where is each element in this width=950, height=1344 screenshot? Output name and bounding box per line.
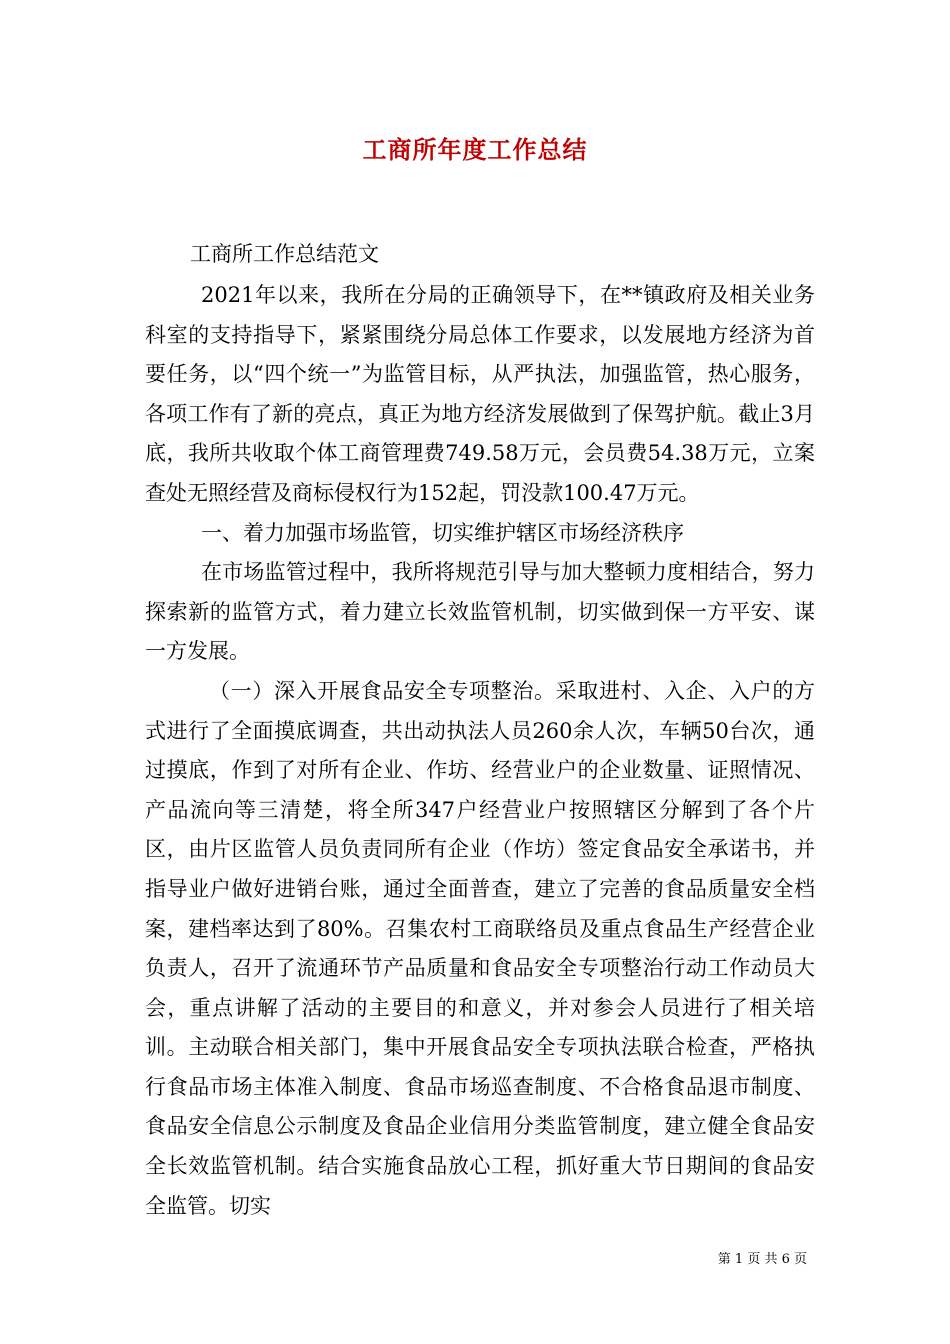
page-number: 第 1 页 共 6 页 [717, 1252, 807, 1267]
document-body [145, 276, 815, 1226]
paragraph-intro: 2021年以来，我所在分局的正确领导下，在**镇政府及相关业务科室的支持指导下，紧紧围绕分局总体工作要求，以发展地方经济为首要任务，以“四个统一”为监管目标，从严执法，加强监管，热心服务，各项工作有了新的亮点，真正为地方经济发展做到了保驾护航。截止3月底，我所共收取个体工商管理费749.58万元，会员费54.38万元，立案查处无照经营及商标侵权行为152起，罚没款100.47万元。 [145, 283, 815, 505]
paragraph-section-1: 在市场监管过程中，我所将规范引导与加大整顿力度相结合，努力探索新的监管方式，着力建立长效监管机制，切实做到保一方平安、谋一方发展。 [145, 560, 815, 664]
paragraph-food-safety: （一）深入开展食品安全专项整治。采取进村、入企、入户的方式进行了全面摸底调查，共出动执法人员260余人次，车辆50台次，通过摸底，作到了对所有企业、作坊、经营业户的企业数量、证照情况、产品流向等三清楚，将全所347户经营业户按照辖区分解到了各个片区，由片区监管人员负责同所有企业（作坊）签定食品安全承诺书，并指导业户做好进销台账，通过全面普查，建立了完善的食品质量安全档案，建档率达到了80%。召集农村工商联络员及重点食品生产经营企业负责人，召开了流通环节产品质量和食品安全专项整治行动工作动员大会，重点讲解了活动的主要目的和意义，并对参会人员进行了相关培训。主动联合相关部门，集中开展食品安全专项执法联合检查，严格执行食品市场主体准入制度、食品市场巡查制度、不合格食品退市制度、食品安全信息公示制度及食品企业信用分类监管制度，建立健全食品安全长效监管机制。结合实施食品放心工程，抓好重大节日期间的食品安全监管。切实 [145, 678, 815, 1218]
document-title: 工商所年度工作总结 [362, 136, 588, 164]
document-subtitle: 工商所工作总结范文 [190, 242, 379, 266]
section-heading-1: 一、着力加强市场监管，切实维护辖区市场经济秩序 [201, 520, 684, 545]
